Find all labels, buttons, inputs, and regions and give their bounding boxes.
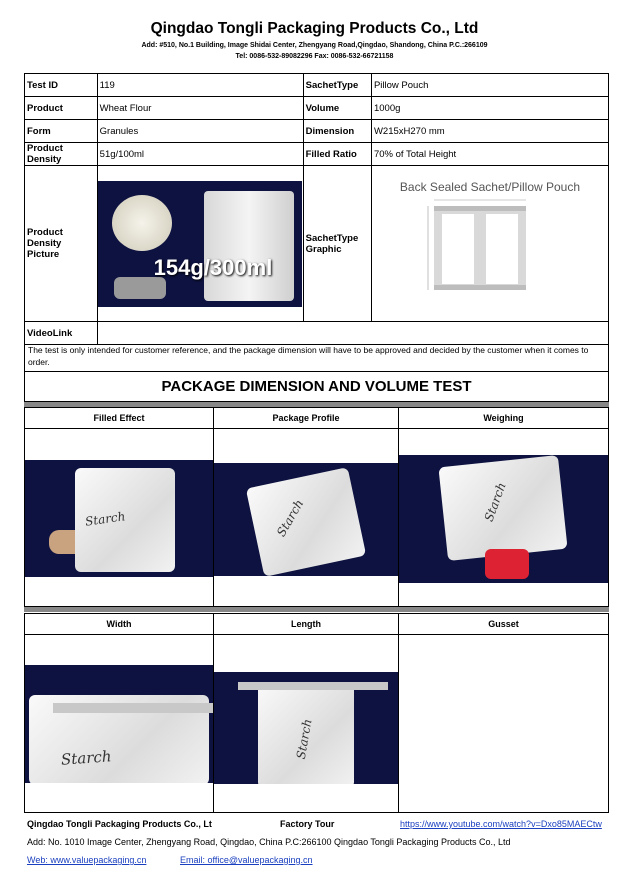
header-length: Length — [213, 613, 399, 635]
divider-bar — [24, 607, 609, 612]
product-value: Wheat Flour — [97, 97, 303, 120]
filled-effect-cell — [24, 428, 214, 607]
form-value: Granules — [97, 120, 303, 143]
bag-image — [438, 455, 567, 561]
header-filled-effect: Filled Effect — [24, 407, 214, 429]
footer-factory-tour: Factory Tour — [280, 819, 335, 829]
dimension-value: W215xH270 mm — [371, 120, 608, 143]
ruler-image — [238, 682, 388, 690]
footer-email-link[interactable]: Email: office@valuepackaging.cn — [180, 855, 313, 865]
footer-address: Add: No. 1010 Image Center, Zhengyang Road, Qingdao, China P.C:266100 Qingdao Tongli Packaging Products Co., Ltd — [27, 837, 511, 847]
weighing-cell — [398, 428, 609, 607]
scale-image — [485, 549, 529, 579]
footer-company: Qingdao Tongli Packaging Products Co., Lt — [27, 819, 212, 829]
company-contact: Tel: 0086-532-89082296 Fax: 0086-532-66721158 — [235, 53, 394, 60]
bag-label-text: Starch — [84, 509, 127, 529]
volume-label: Volume — [303, 97, 371, 120]
ruler-image — [53, 703, 213, 713]
test-id-value: 119 — [97, 74, 303, 97]
filled-ratio-value: 70% of Total Height — [371, 143, 608, 166]
bag-label-text: Starch — [60, 747, 113, 769]
company-title: Qingdao Tongli Packaging Products Co., Ltd — [150, 20, 479, 37]
pillow-pouch-diagram — [372, 194, 608, 294]
pouch-bottom-seal — [434, 285, 526, 290]
density-picture-label: Product Density Picture — [25, 166, 98, 322]
footer-web-link[interactable]: Web: www.valuepackaging.cn — [27, 855, 147, 865]
filled-effect-photo — [25, 460, 213, 577]
density-label: Product Density — [25, 143, 98, 166]
density-value: 51g/100ml — [97, 143, 303, 166]
gusset-cell — [398, 634, 609, 813]
pouch-left-panel — [442, 214, 474, 284]
filled-ratio-label: Filled Ratio — [303, 143, 371, 166]
dimension-label: Dimension — [303, 120, 371, 143]
header-weighing: Weighing — [398, 407, 609, 429]
pouch-top-seal — [434, 206, 526, 211]
pouch-right-panel — [486, 214, 518, 284]
product-label: Product — [25, 97, 98, 120]
sachet-graphic-label: SachetType Graphic — [303, 166, 371, 322]
sachet-type-value: Pillow Pouch — [371, 74, 608, 97]
info-table — [24, 73, 609, 345]
length-cell — [213, 634, 399, 813]
form-label: Form — [25, 120, 98, 143]
cup-image — [204, 191, 294, 301]
density-picture-cell — [97, 166, 303, 322]
sachet-graphic-title: Back Sealed Sachet/Pillow Pouch — [399, 180, 581, 194]
bag-label-text: Starch — [274, 497, 307, 539]
section-title: PACKAGE DIMENSION AND VOLUME TEST — [24, 372, 609, 402]
width-photo — [25, 665, 213, 783]
video-label: VideoLink — [25, 322, 98, 345]
length-photo — [214, 672, 398, 784]
package-profile-photo — [214, 463, 398, 576]
test-id-label: Test ID — [25, 74, 98, 97]
volume-value: 1000g — [371, 97, 608, 120]
package-profile-cell — [213, 428, 399, 607]
bag-label-text: Starch — [293, 717, 315, 761]
density-photo-caption: 154g/300ml — [153, 254, 273, 280]
sachet-graphic-cell — [371, 166, 608, 322]
bag-image — [246, 467, 366, 576]
weighing-photo — [399, 455, 608, 583]
bag-label-text: Starch — [481, 480, 509, 524]
density-photo — [98, 181, 302, 307]
header-gusset: Gusset — [398, 613, 609, 635]
company-address: Add: #510, No.1 Building, Image Shidai Center, Zhengyang Road,Qingdao, Shandong, China P.C.:266109 — [141, 42, 488, 49]
header-width: Width — [24, 613, 214, 635]
sachet-type-label: SachetType — [303, 74, 371, 97]
width-cell — [24, 634, 214, 813]
header-package-profile: Package Profile — [213, 407, 399, 429]
disclaimer-note: The test is only intended for customer reference, and the package dimension will have to be approved and decided by the customer when it comes to order. — [24, 342, 609, 372]
bowl-image — [112, 195, 172, 251]
footer-youtube-link[interactable]: https://www.youtube.com/watch?v=Dxo85MAECtw — [400, 819, 602, 829]
